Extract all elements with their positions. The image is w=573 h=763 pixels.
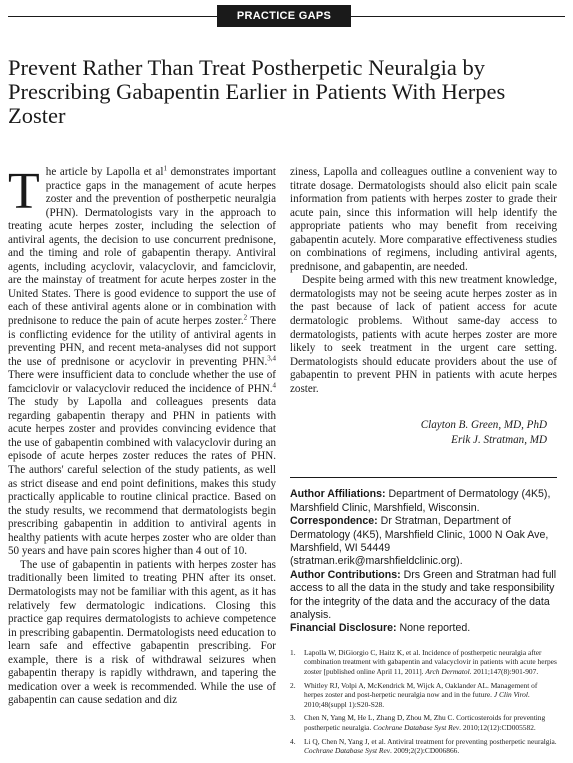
reference-body: Chen N, Yang M, He L, Zhang D, Zhou M, Zhu C. Corticosteroids for preventing postherpetic neuralgia. xyxy=(304,713,546,732)
affiliations xyxy=(290,488,557,515)
citation-4: 4 xyxy=(272,381,276,390)
disclosure xyxy=(290,622,557,635)
citation-2: 2 xyxy=(243,313,248,322)
reference-journal: Cochrane Database Syst Rev xyxy=(304,746,390,756)
disclosure-label: Financial Disclosure: xyxy=(290,622,397,635)
contributions xyxy=(290,569,557,623)
p1-text-c: There is conflicting evidence for the utility of antiviral agents in preventing PHN, and recent meta-analyses did not support the use of prednisone or acyclovir in preventing PHN. xyxy=(8,315,276,368)
reference-number: 3. xyxy=(290,713,296,723)
reference-text xyxy=(304,648,557,677)
reference-body: Li Q, Chen N, Yang J, et al. Antiviral treatment for preventing postherpetic neuralgia. xyxy=(304,736,557,746)
citation-3-4: 3,4 xyxy=(267,353,276,362)
contributions-label: Author Contributions: xyxy=(290,568,401,581)
reference-journal: Cochrane Database Syst Rev xyxy=(373,722,460,732)
article-title: Prevent Rather Than Treat Postherpetic Neuralgia by Prescribing Gabapentin Earlier in Patients With Herpes Zoster xyxy=(8,55,506,128)
p1-text-a: he article by Lapolla et al xyxy=(45,166,164,178)
correspondence-text: Dr Stratman, Department of Dermatology (4K5), Marshfield Clinic, 1000 N Oak Ave, Marshfield, WI 54449 (stratman.erik@marshfieldclinic.org). xyxy=(290,515,549,568)
author-name: Clayton B. Green, MD, PhD xyxy=(420,419,547,432)
section-tag: PRACTICE GAPS xyxy=(217,5,351,27)
reference-body: Lapolla W, DiGiorgio C, Haitz K, et al. Incidence of postherpetic neuralgia after combination treatment with gabapentin and valacyclovir in patients with acute herpes zoster [published online April 11, 2011]. xyxy=(304,647,557,676)
reference-text xyxy=(304,681,557,710)
reference-list xyxy=(290,648,557,756)
citation-1: 1 xyxy=(163,164,167,173)
reference-item xyxy=(290,681,557,710)
drop-cap: T xyxy=(8,163,40,220)
author-info xyxy=(290,488,557,635)
p1-text-e: The study by Lapolla and colleagues presents data regarding gabapentin therapy and PHN in patients with acute herpes zoster and provides convincing evidence that the use of gabapentin combined with valacyclovir during an episode of acute herpes zoster reduces the rates of PHN. The authors' careful selection of the study patients, as well as strict disease and end point definitions, makes this study practically applicable to routine clinical practice. Based on the study results, we recommend that dermatologists begin prescribing gabapentin in addition to antiviral agents in healthy patients with acute herpes zoster who are older than 50 years and have pain scores higher than 4 out of 10. xyxy=(8,396,276,558)
reference-number: 1. xyxy=(290,647,296,657)
info-divider xyxy=(290,477,557,478)
reference-text xyxy=(304,713,557,732)
disclosure-text: None reported. xyxy=(396,622,471,635)
affiliations-text: Department of Dermatology (4K5), Marshfield Clinic, Marshfield, Wisconsin. xyxy=(290,488,551,514)
reference-text xyxy=(304,737,557,756)
paragraph-2-continued: ziness, Lapolla and colleagues outline a convenient way to titrate dosage. Dermatologists should also elicit pain scale information from patients with herpes zoster to grade their acute pain, since this information will help identify the appropriate patients who may benefit from receiving gabapentin acutely. More comparative effectiveness studies on combinations of regimens, including antiviral agents, prednisone, and gabapentin, are needed. xyxy=(290,166,557,273)
reference-number: 2. xyxy=(290,680,296,690)
paragraph-1 xyxy=(8,163,277,559)
author-name: Erik J. Stratman, MD xyxy=(451,433,547,446)
correspondence-label: Correspondence: xyxy=(290,515,378,528)
reference-item xyxy=(290,648,557,677)
reference-tail: . 2011;147(8):901-907. xyxy=(469,666,539,676)
reference-item xyxy=(290,713,557,732)
correspondence xyxy=(290,515,557,569)
reference-journal: Arch Dermatol xyxy=(425,666,470,676)
reference-body: Whitley RJ, Volpi A, McKendrick M, Wijck A, Oaklander AL. Management of herpes zoster and post-herpetic neuralgia now and in the future. xyxy=(304,680,538,700)
affiliations-label: Author Affiliations: xyxy=(290,488,386,501)
reference-tail: . 2010;12(12):CD005582. xyxy=(459,722,536,732)
paragraph-2: The use of gabapentin in patients with herpes zoster has traditionally been limited to treating PHN after its onset. Dermatologists may not be familiar with this agent, as it has relatively few dermatologic indications. Closing this practice gap requires dermatologists to achieve competence in prescribing gabapentin. Dermatologists need education to learn safe and effective gabapentin prescribing. For example, there is a risk of withdrawal seizures when gabapentin therapy is rapidly withdrawn, and tapering the medication over a week is recommended. While the use of gabapentin can cause sedation and diz xyxy=(8,558,276,707)
reference-tail: . 2010;48(suppl 1):S20-S28. xyxy=(304,690,530,709)
reference-item xyxy=(290,737,557,756)
reference-number: 4. xyxy=(290,736,296,746)
p1-text-d: There were insufficient data to conclude whether the use of famciclovir or valacyclovir reduced the incidence of PHN. xyxy=(8,369,276,395)
p1-text-b: demonstrates important practice gaps in the management of acute herpes zoster and the prevention of postherpetic neuralgia (PHN). Dermatologists vary in the approach to treating acute herpes zoster, including the selection of antiviral agents, the decision to use concurrent prednisone, and the timing and role of gabapentin therapy. Antiviral agents, including acyclovir, valacyclovir, and famciclovir, are the mainstay of treatment for acute herpes zoster in the United States. There is good evidence to support the use of each of these antiviral agents alone or in combination with prednisone to reduce the pain of acute herpes zoster. xyxy=(8,166,277,328)
contributions-text: Drs Green and Stratman had full access to all the data in the study and take responsibility for the integrity of the data and the accuracy of the data analysis. xyxy=(290,568,557,621)
reference-journal: J Clin Virol xyxy=(493,690,528,700)
right-column xyxy=(290,166,557,763)
reference-tail: . 2009;2(2):CD006866. xyxy=(390,746,460,756)
left-column xyxy=(8,163,277,708)
paragraph-3: Despite being armed with this new treatment knowledge, dermatologists may not be seeing acute herpes zoster as in the past because of lack of patient access for acute dermatologic problems. Without same-day access to dermatologists, patients with acute herpes zoster are more likely to seek treatment in the urgent care setting. Dermatologists should educate providers about the use of gabapentin to prevent PHN in patients with acute herpes zoster. xyxy=(290,274,557,395)
author-signature xyxy=(290,418,557,447)
